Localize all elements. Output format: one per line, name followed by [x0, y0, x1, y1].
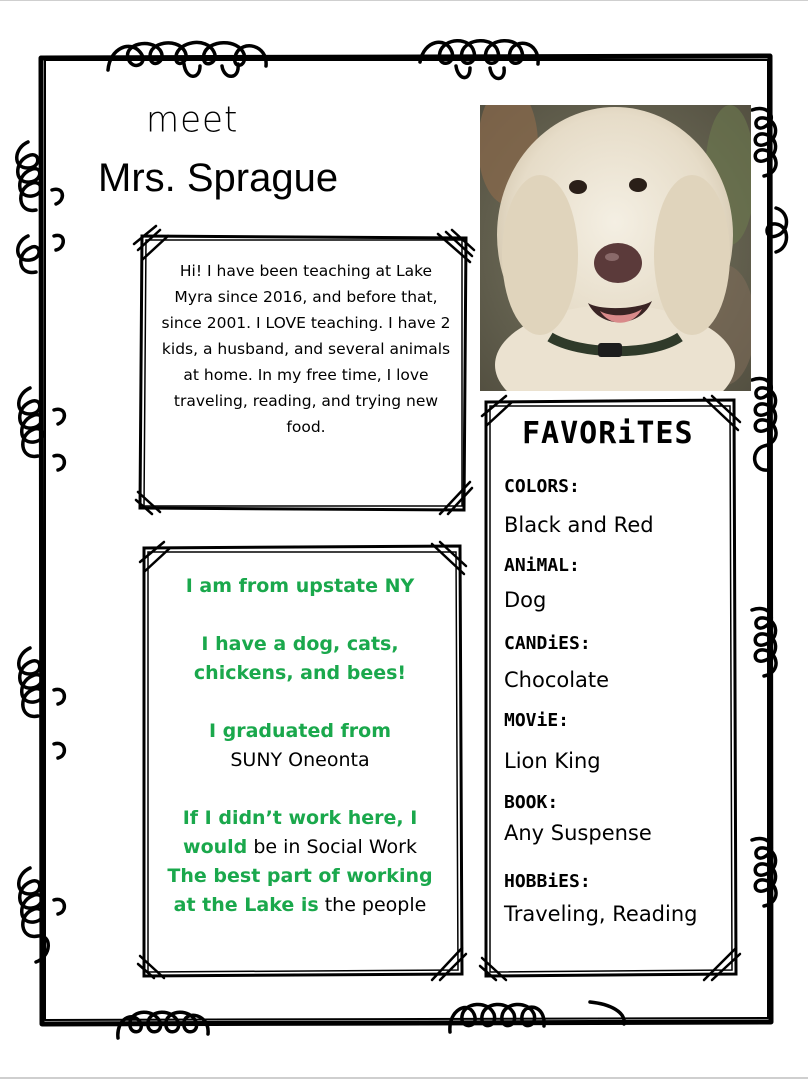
favorite-animal-value: Dog — [504, 588, 547, 612]
favorite-colors-label: COLORS: — [504, 476, 580, 497]
fact-other-job: If I didn’t work here, I would be in Social Work — [182, 807, 418, 858]
favorite-movie-label: MOViE: — [504, 710, 570, 731]
favorite-hobbies-label: HOBBiES: — [504, 871, 591, 892]
fact-best-part: The best part of working at the Lake is the people — [167, 865, 433, 916]
teacher-name: Mrs. Sprague — [98, 156, 339, 200]
favorite-book-value: Any Suspense — [504, 821, 652, 845]
favorite-hobbies-value: Traveling, Reading — [504, 902, 698, 926]
favorite-animal-label: ANiMAL: — [504, 555, 580, 576]
favorite-colors-value: Black and Red — [504, 513, 654, 537]
bio-text: Hi! I have been teaching at Lake Myra since 2016, and before that, since 2001. I LOVE teaching. I have 2 kids, a husband, and several animals at home. In my free time, I love traveling, reading, and trying new food. — [161, 262, 451, 436]
favorite-candies-value: Chocolate — [504, 668, 610, 692]
meet-heading: meet — [146, 99, 239, 141]
dog-photo-graphic — [480, 105, 751, 391]
favorites-title: FAVORiTES — [522, 416, 694, 451]
favorite-book-label: BOOK: — [504, 792, 559, 813]
facts-list — [160, 572, 440, 949]
favorite-candies-label: CANDiES: — [504, 633, 591, 654]
favorite-movie-value: Lion King — [504, 749, 601, 773]
fact-graduated: I graduated from SUNY Oneonta — [208, 720, 392, 771]
fact-hometown: I am from upstate NY — [185, 575, 415, 597]
dog-photo — [480, 105, 751, 391]
fact-pets: I have a dog, cats, chickens, and bees! — [193, 633, 407, 684]
